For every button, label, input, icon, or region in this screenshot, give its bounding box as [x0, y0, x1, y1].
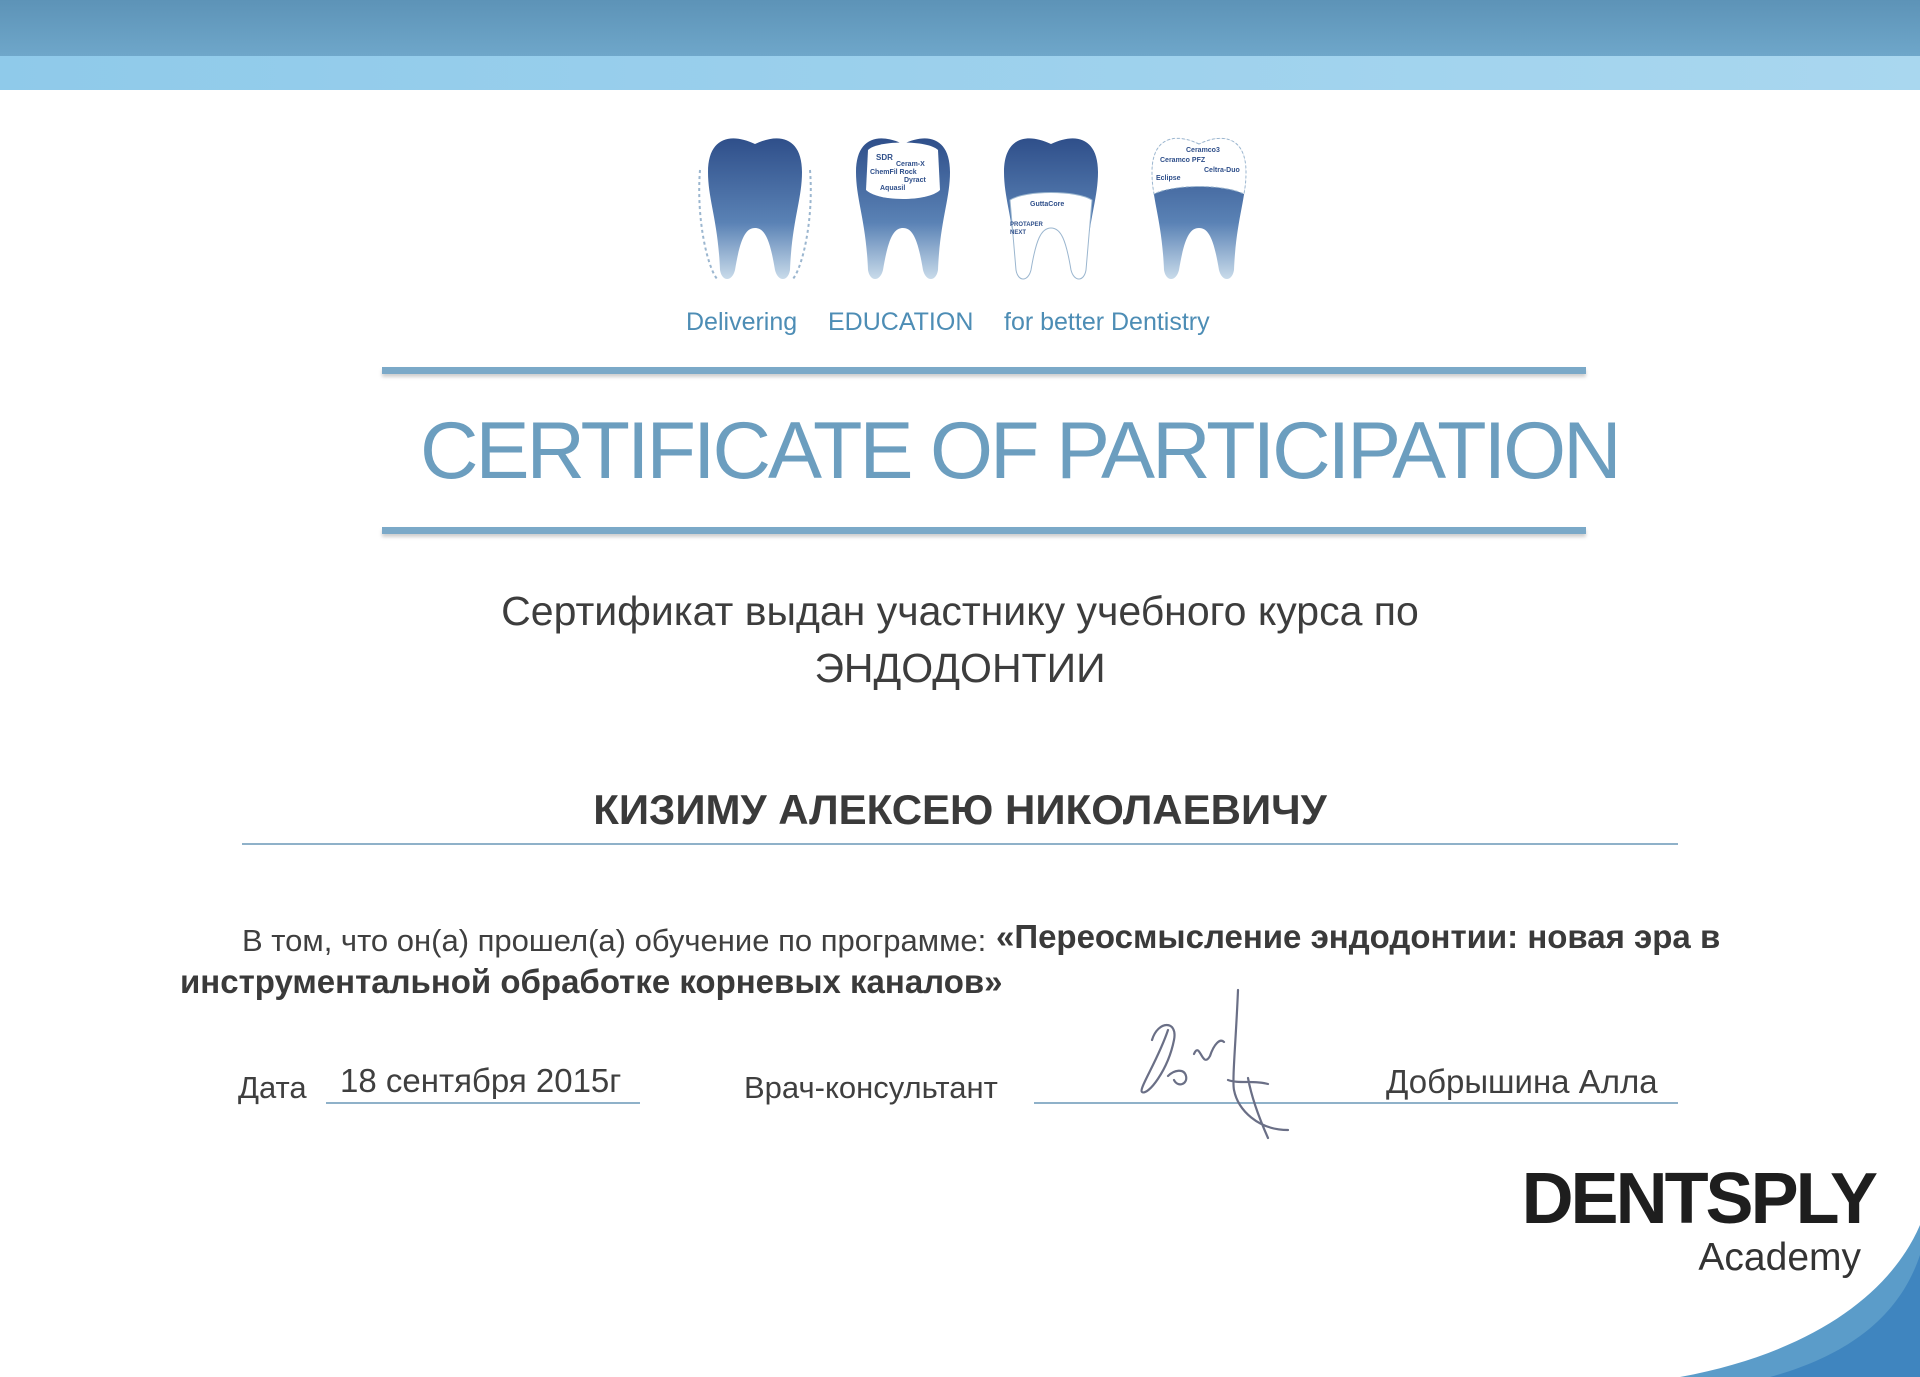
program-title-line-1: «Переосмысление эндодонтии: новая эра в: [996, 918, 1721, 955]
date-underline: [326, 1102, 640, 1104]
tooth-1-icon: [690, 130, 820, 290]
program-intro: В том, что он(а) прошел(а) обучение по программе:: [242, 923, 987, 958]
consultant-name: Добрышина Алла: [1386, 1063, 1658, 1100]
svg-text:Ceram-X: Ceram-X: [896, 161, 925, 168]
brand-sub: Academy: [1698, 1236, 1861, 1279]
tagline-better-dentistry: for better Dentistry: [1004, 308, 1210, 336]
svg-text:Eclipse: Eclipse: [1156, 175, 1181, 182]
tooth-2-icon: [838, 130, 968, 290]
date-label: Дата: [238, 1070, 307, 1105]
recipient-underline: [242, 843, 1678, 845]
corner-swoosh: [1650, 1225, 1920, 1377]
date-value: 18 сентября 2015г: [340, 1062, 622, 1099]
tagline-delivering: Delivering: [686, 308, 798, 336]
brand-name: DENTSPLY: [1521, 1159, 1875, 1239]
svg-text:Aquasil: Aquasil: [880, 185, 906, 192]
teeth-illustration: [680, 130, 1260, 290]
svg-text:PROTAPER: PROTAPER: [1010, 222, 1043, 228]
course-subject: ЭНДОДОНТИИ: [814, 645, 1106, 691]
tooth-3-icon: [986, 130, 1116, 290]
tooth-4-icon: [1134, 130, 1264, 290]
svg-text:SDR: SDR: [876, 153, 893, 162]
svg-text:GuttaCore: GuttaCore: [1030, 201, 1065, 208]
certificate-title: CERTIFICATE OF PARTICIPATION: [420, 406, 1619, 496]
title-bottom-rule: [382, 527, 1586, 534]
title-top-rule: [382, 367, 1586, 374]
issued-to-text: Сертификат выдан участнику учебного курса по: [501, 588, 1419, 634]
tagline-education: EDUCATION: [828, 308, 974, 336]
recipient-name: КИЗИМУ АЛЕКСЕЮ НИКОЛАЕВИЧУ: [593, 786, 1327, 833]
svg-text:ChemFil Rock: ChemFil Rock: [870, 169, 917, 176]
svg-text:Dyract: Dyract: [904, 177, 926, 184]
svg-text:Ceramco3: Ceramco3: [1186, 147, 1220, 154]
handwritten-signature: [1128, 980, 1318, 1155]
consultant-label: Врач-консультант: [744, 1070, 998, 1105]
program-title-line-2: инструментальной обработке корневых каналов»: [180, 963, 1003, 1000]
svg-text:NEXT: NEXT: [1010, 230, 1027, 236]
svg-text:Celtra-Duo: Celtra-Duo: [1204, 167, 1240, 174]
svg-text:Ceramco PFZ: Ceramco PFZ: [1160, 157, 1206, 164]
top-light-band: [0, 56, 1920, 90]
